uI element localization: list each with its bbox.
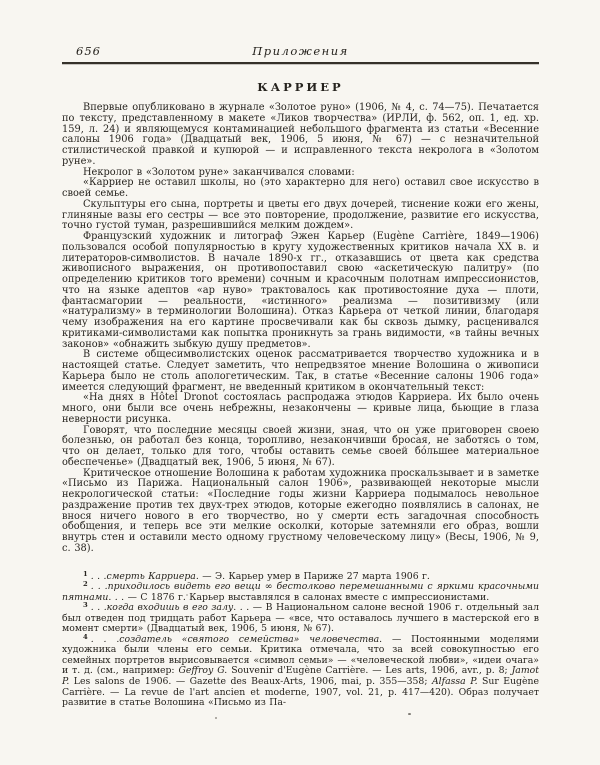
page-header bbox=[62, 44, 539, 59]
footnote-number: 4 bbox=[83, 632, 88, 641]
paragraph: В системе общесимволистских оценок рассматривается творчество художника и в настоящей статье. Следует заметить, что непредвзятое мнение Волошина о живописи Карьера было не столь апологетическим. Так, в статье «Весенние салоны 1906 года» имеется следующий фрагмент, не введенный критиком в окончательный текст: bbox=[62, 349, 539, 393]
footnote-number: 1 bbox=[83, 569, 88, 578]
footnote-text: Les salons de 1906. — Gazette des Beaux-Arts, 1906, mai, p. 355—358; bbox=[69, 675, 432, 687]
footnote-lemma: . . .создатель «святого семейства» человечества. bbox=[90, 633, 392, 645]
footnotes-section bbox=[62, 569, 539, 709]
footnote bbox=[62, 603, 539, 635]
paragraph: Скульптуры его сына, портреты и цветы его двух дочерей, тиснение кожи его жены, глиняные вазы его сестры — все это повторение, продолжение, развитие его искусства, точно густой туман, разрешившийся мелким дождем». bbox=[62, 198, 539, 232]
footnote-lemma: . . .когда входишь в его залу. . . bbox=[90, 602, 253, 614]
footnote-author: Jamot P. bbox=[62, 665, 539, 687]
paragraph: Говорят, что последние месяцы своей жизни, зная, что он уже приговорен своею болезнью, он работал без конца, торопливо, незакончивши бросая, не заботясь о том, что он делает, только для того, чтобы оставить семье своей бо́льшее материальное обеспеченье» (Двадцатый век, 1906, 5 июня, № 67). bbox=[62, 424, 539, 468]
footnote-text: — Постоянными моделями художника были члены его семьи. Критика отмечала, что за всей совокупностью его семейных портретов вырисовывается «символ семьи» — «человеческой любви», «идеи очага» и т. д. (см., например: bbox=[62, 633, 539, 677]
scan-speck bbox=[408, 713, 411, 715]
header-rule bbox=[62, 62, 539, 64]
footnote-text: Sur Eugène Carrière. — La revue de l'art ancien et moderne, 1907, vol. 21, p. 417—420). Образ получает развитие в статье Волошина «Письмо из Па- bbox=[62, 675, 539, 709]
footnote-lemma: . . .смерть Карриера. bbox=[90, 570, 203, 582]
paragraph: Некролог в «Золотом руне» заканчивался словами: bbox=[83, 166, 355, 178]
main-text bbox=[62, 103, 539, 555]
paragraph: «Карриер не оставил школы, но (это характерно для него) оставил свое искусство в своей семье. bbox=[62, 177, 539, 199]
paragraph: Впервые опубликовано в журнале «Золотое руно» (1906, № 4, с. 74—75). Печатается по тексту, представленному в макете «Ликов творчества» (ИРЛИ, ф. 562, оп. 1, ед. хр. 159, л. 24) и являющемуся контаминацией небольшого фрагмента из статьи «Весенние салоны 1906 года» (Двадцатый век, 1906, 5 июня, № 67) — с незначительной стилистической правкой и купюрой — и исправленного текста некролога в «Золотом руне». bbox=[62, 102, 539, 167]
footnote-text: — Э. Карьер умер в Париже 27 марта 1906 г. bbox=[202, 570, 430, 582]
footnote-text: — С 1876 г. Карьер выставлялся в салонах вместе с импрессионистами. bbox=[127, 591, 490, 603]
footnote-text: Souvenir d'Eugène Carrière. — Les arts, 1906, avr., p. 8; bbox=[227, 665, 512, 677]
footnote bbox=[62, 632, 539, 709]
footnote-number: 2 bbox=[83, 580, 88, 589]
footnote-text: — В Национальном салоне весной 1906 г. отдельный зал был отведен под тридцать работ Карьера — «все, что оставалось лучшего в мастерской его в момент смерти» (Двадцатый век, 1906, 5 июня, № 67). bbox=[62, 602, 539, 635]
footnote-author: Alfassa P. bbox=[431, 675, 478, 687]
scan-speck bbox=[186, 594, 188, 596]
paragraph: Французский художник и литограф Эжен Карьер (Eugène Carrière, 1849—1906) пользовался особой популярностью в кругу художественных критиков начала XX в. и литераторов-символистов. В начале 1890-х гг., отказавшись от цвета как средства живописного выражения, он противопоставил свою «аскетическую палитру» (по определению критиков того времени) сочным и красочным полотнам импрессионистов, что на языке адептов «ар нуво» трактовалось как противостояние духа — плоти, фантасмагории — реальности, «истинного» реализма — позитивизму (или «натурализму» в терминологии Волошина). Отказ Карьера от четкой линии, благодаря чему изображения на его картине просвечивали как бы сквозь дымку, расценивался критиками-символистами как попытка проникнуть за грань видимости, «в тайны вечных законов» «обнажить зыбкую душу предметов». bbox=[62, 231, 539, 350]
footnote bbox=[62, 582, 539, 603]
footnote-author: Geffroy G. bbox=[178, 665, 228, 677]
article-title: КАРРИЕР bbox=[257, 80, 344, 94]
page-number: 656 bbox=[76, 44, 101, 58]
footnote-lemma: . . .приходилось видеть его вещи ∞ бестолково перемешанными с яркими красочными пятнами. . . bbox=[62, 581, 539, 603]
footnote-number: 3 bbox=[83, 601, 88, 610]
running-head: Приложения bbox=[252, 44, 349, 58]
paragraph: «На днях в Hôtel Dronot состоялась распродажа этюдов Карриера. Их было очень много, они были все очень небрежны, незакончены — кривые лица, бьющие в глаза неверности рисунка. bbox=[62, 392, 539, 425]
scan-speck bbox=[215, 717, 217, 719]
paragraph: Критическое отношение Волошина к работам художника проскальзывает и в заметке «Письмо из Парижа. Национальный салон 1906», развивающей некоторые мысли некрологической статьи: «Последние годы жизни Карриера подымалось невольное раздражение против тех двух-трех этюдов, которые ежегодно появлялись в салонах, не внося ничего нового в его творчество, но у смерти есть загадочная способность обобщения, и теперь все эти мелкие осколки, которые затемняли его образ, вошли внутрь стен и оставили место одному грустному человеческому лицу» (Весы, 1906, № 9, с. 38). bbox=[62, 467, 539, 554]
